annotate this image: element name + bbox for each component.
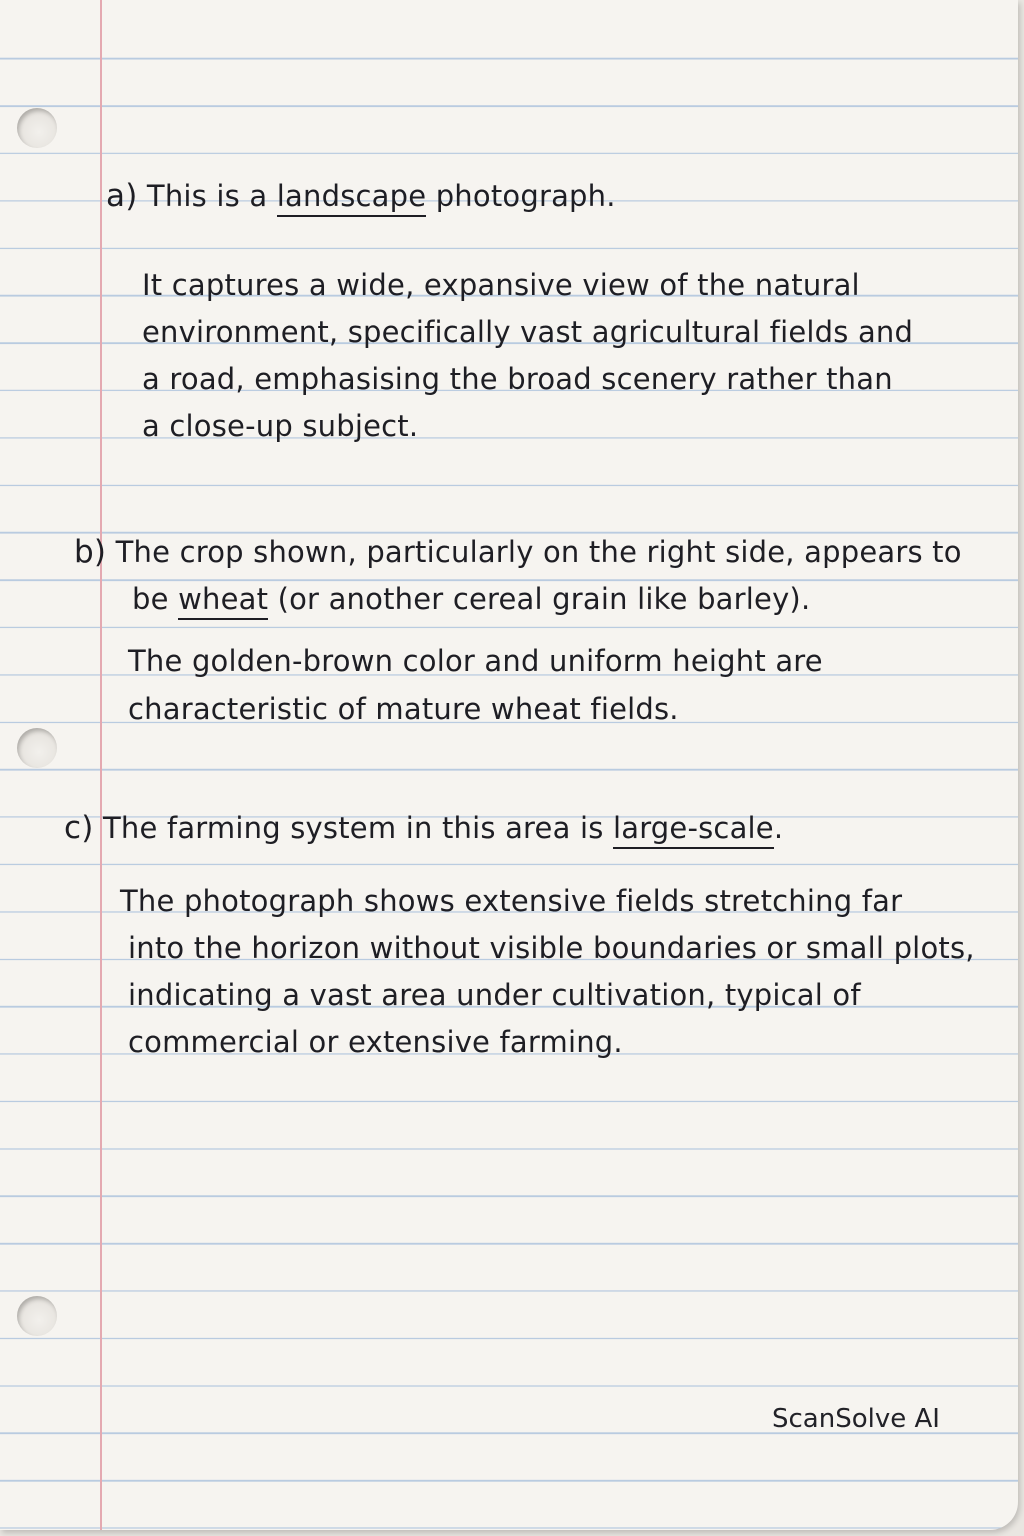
answer-c-explanation-line: indicating a vast area under cultivation, typical of <box>128 978 861 1012</box>
answer-c-explanation-line: The photograph shows extensive fields stretching far <box>120 884 903 918</box>
answer-c-explanation-line: into the horizon without visible boundaries or small plots, <box>128 931 975 965</box>
answer-b-explanation-line: characteristic of mature wheat fields. <box>128 692 679 726</box>
answer-b-statement-end: (or another cereal grain like barley). <box>277 582 811 616</box>
answer-a-explanation-line: a road, emphasising the broad scenery rather than <box>142 362 893 396</box>
scansolve-brand: ScanSolve AI <box>772 1404 940 1434</box>
answer-a-label: a) <box>106 178 138 214</box>
answer-a-statement-start: This is a <box>146 179 268 213</box>
answer-b-statement-line1: The crop shown, particularly on the right side, appears to <box>115 535 962 569</box>
answer-b-statement-continued <box>132 582 810 616</box>
answer-a-explanation-line: environment, specifically vast agricultural fields and <box>142 315 914 349</box>
answer-b-statement-start: be <box>132 582 169 616</box>
answer-a-explanation-line: a close-up subject. <box>142 409 419 443</box>
answer-b-label: b) <box>74 534 107 570</box>
margin-line <box>100 0 102 1530</box>
answer-a-explanation-line: It captures a wide, expansive view of the natural <box>142 268 860 302</box>
answer-a-keyword: landscape <box>277 179 427 217</box>
answer-c-statement <box>64 810 783 846</box>
answer-c-statement-end: . <box>773 811 784 845</box>
answer-c-explanation-line: commercial or extensive farming. <box>128 1025 623 1059</box>
answer-a-statement <box>106 178 616 214</box>
punch-hole-bottom <box>17 1296 57 1336</box>
answer-b-explanation-line: The golden-brown color and uniform height are <box>128 644 823 678</box>
answer-b-keyword: wheat <box>178 582 268 620</box>
answer-c-statement-start: The farming system in this area is <box>102 811 604 845</box>
answer-a-statement-end: photograph. <box>435 179 616 213</box>
answer-b-statement <box>74 534 962 570</box>
punch-hole-middle <box>17 728 57 768</box>
answer-c-label: c) <box>64 810 94 846</box>
punch-hole-top <box>17 108 57 148</box>
answer-c-keyword: large-scale <box>613 811 774 849</box>
